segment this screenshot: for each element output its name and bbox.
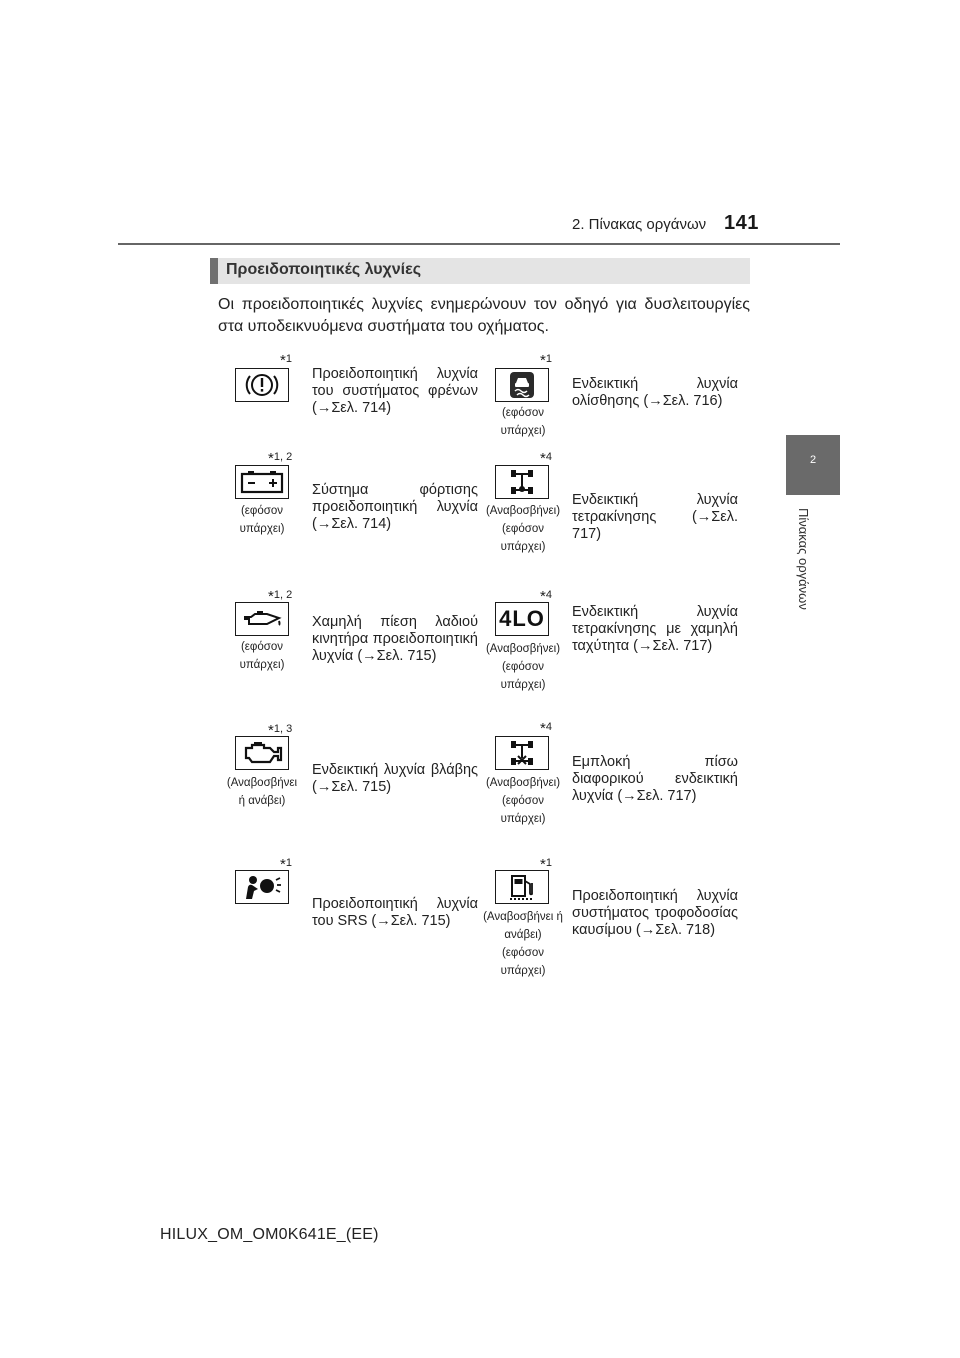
lamp-description: Προειδοποιητική λυχνία συστήματος τροφοδοσίας καυσίμου (→Σελ. 718) xyxy=(572,888,738,938)
section-heading xyxy=(210,258,750,284)
lamp-condition-note: (Αναβοσβήνει ή ανάβει) (εφόσον υπάρχει) xyxy=(483,911,563,977)
lamp-footnote-ref: *1, 2 xyxy=(268,588,293,605)
lamp-description: Ενδεικτική λυχνία ολίσθησης (→Σελ. 716) xyxy=(572,376,738,409)
footer-doc-code: HILUX_OM_OM0K641E_(EE) xyxy=(160,1226,379,1243)
check-engine-icon xyxy=(235,736,289,770)
lamp-footnote-ref: *1 xyxy=(280,856,292,873)
lamp-footnote-ref: *1, 2 xyxy=(268,450,293,467)
battery-icon xyxy=(235,465,289,499)
lamp-condition-note: (εφόσον υπάρχει) xyxy=(239,505,285,535)
lamp-footnote-ref: *1 xyxy=(540,352,552,369)
oil-pressure-icon xyxy=(235,602,289,636)
lamp-description: Ενδεικτική λυχνία βλάβης (→Σελ. 715) xyxy=(312,762,478,795)
header-rule xyxy=(118,243,840,245)
chapter-tab: 2 xyxy=(786,435,840,495)
chapter-tab-label: Πίνακας οργάνων xyxy=(796,508,811,610)
rear-diff-lock-icon xyxy=(495,736,549,770)
brake-warning-icon xyxy=(235,368,289,402)
lamp-footnote-ref: *4 xyxy=(540,588,552,605)
lamp-description: Ενδεικτική λυχνία τετρακίνησης με χαμηλή ταχύτητα (→Σελ. 717) xyxy=(572,604,738,654)
lamp-footnote-ref: *1 xyxy=(280,352,292,369)
lamp-condition-note: (εφόσον υπάρχει) xyxy=(239,641,285,671)
fuel-system-icon xyxy=(495,870,549,904)
lamp-footnote-ref: *4 xyxy=(540,450,552,467)
section-heading-marker xyxy=(210,258,218,284)
lamp-description: Ενδεικτική λυχνία τετρακίνησης (→Σελ. 717) xyxy=(572,492,738,542)
lamp-footnote-ref: *1 xyxy=(540,856,552,873)
lamp-description: Προειδοποιητική λυχνία του συστήματος φρένων (→Σελ. 714) xyxy=(312,366,478,416)
lamp-description: Προειδοποιητική λυχνία του SRS (→Σελ. 715) xyxy=(312,896,478,929)
intro-paragraph: Οι προειδοποιητικές λυχνίες ενημερώνουν τον οδηγό για δυσλειτουργίες στα υποδεικνυόμενα συστήματα του οχήματος. xyxy=(218,296,750,335)
lamp-footnote-ref: *1, 3 xyxy=(268,722,293,739)
lamp-condition-note: (Αναβοσβήνει) (εφόσον υπάρχει) xyxy=(485,777,561,825)
4lo-icon xyxy=(495,602,549,636)
lamp-condition-note: (εφόσον υπάρχει) xyxy=(500,407,546,437)
slip-indicator-icon xyxy=(495,368,549,402)
lamp-footnote-ref: *4 xyxy=(540,720,552,737)
lamp-description: Εμπλοκή πίσω διαφορικού ενδεικτική λυχνία (→Σελ. 717) xyxy=(572,754,738,804)
srs-airbag-icon xyxy=(235,870,289,904)
lamp-condition-note: (Αναβοσβήνει) (εφόσον υπάρχει) xyxy=(485,643,561,691)
4wd-icon xyxy=(495,465,549,499)
running-header-section: 2. Πίνακας οργάνων xyxy=(572,216,707,233)
lamp-condition-note: (Αναβοσβήνει ή ανάβει) xyxy=(226,777,298,807)
page-number: 141 xyxy=(724,212,759,234)
lamp-description: Σύστημα φόρτισης προειδοποιητική λυχνία (→Σελ. 714) xyxy=(312,482,478,532)
lamp-description: Χαμηλή πίεση λαδιού κινητήρα προειδοποιητική λυχνία (→Σελ. 715) xyxy=(312,614,478,664)
section-title: Προειδοποιητικές λυχνίες xyxy=(226,261,422,278)
lamp-condition-note: (Αναβοσβήνει) (εφόσον υπάρχει) xyxy=(485,505,561,553)
lamp-icon-text: 4LO xyxy=(499,606,545,631)
